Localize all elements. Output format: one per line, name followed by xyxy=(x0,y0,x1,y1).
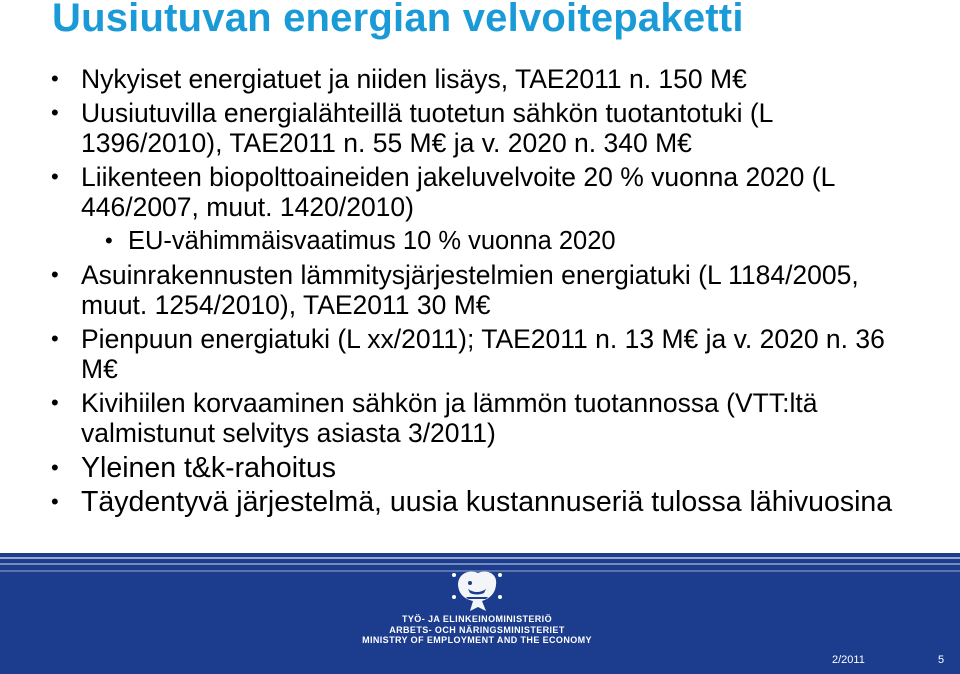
bullet-dot-icon: • xyxy=(51,66,59,91)
bullet-dot-icon: • xyxy=(51,164,59,189)
bullet-dot-icon: • xyxy=(51,100,59,125)
bullet-dot-icon: • xyxy=(51,489,59,514)
bullet-text: Liikenteen biopolttoaineiden jakeluvelvoite 20 % vuonna 2020 (L 446/2007, muut. 1420/2010) xyxy=(81,162,835,222)
bullet-item xyxy=(0,98,960,158)
bullet-item xyxy=(0,162,960,222)
ministry-name-fi: TYÖ- JA ELINKEINOMINISTERIÖ xyxy=(402,614,552,624)
bullet-item xyxy=(0,452,960,484)
bullet-item xyxy=(0,324,960,384)
bullet-item xyxy=(0,486,960,518)
bullet-text: Nykyiset energiatuet ja niiden lisäys, TAE2011 n. 150 M€ xyxy=(81,64,747,94)
footer-date: 2/2011 xyxy=(832,654,865,666)
bullet-item xyxy=(0,388,960,448)
slide-title: Uusiutuvan energian velvoitepaketti xyxy=(52,0,744,40)
bullet-text: Pienpuun energiatuki (L xx/2011); TAE2011 n. 13 M€ ja v. 2020 n. 36 M€ xyxy=(81,324,885,384)
page-number: 5 xyxy=(938,654,945,666)
bullet-dot-icon: • xyxy=(51,390,59,415)
bullet-text: Asuinrakennusten lämmitysjärjestelmien energiatuki (L 1184/2005, muut. 1254/2010), TAE2011 30 M€ xyxy=(81,260,859,320)
ministry-name xyxy=(0,614,954,646)
bullet-item xyxy=(0,260,960,320)
bullet-list xyxy=(0,64,960,520)
bullet-text: Uusiutuvilla energialähteillä tuotetun sähkön tuotantotuki (L 1396/2010), TAE2011 n. 55 M€ ja v. 2020 n. 340 M€ xyxy=(81,98,773,158)
bullet-item xyxy=(0,64,960,94)
bullet-dot-icon: • xyxy=(51,326,59,351)
bullet-dot-icon: • xyxy=(51,262,59,287)
finnish-lion-crest-icon xyxy=(448,567,506,615)
bullet-dot-icon: • xyxy=(105,228,113,253)
sub-bullet-item xyxy=(0,226,960,256)
bullet-text: EU-vähimmäisvaatimus 10 % vuonna 2020 xyxy=(128,227,616,255)
bullet-text: Kivihiilen korvaaminen sähkön ja lämmön tuotannossa (VTT:ltä valmistunut selvitys asiasta 3/2011) xyxy=(81,388,818,448)
bullet-text: Täydentyvä järjestelmä, uusia kustannuseriä tulossa lähivuosina xyxy=(81,486,893,518)
bullet-text: Yleinen t&k-rahoitus xyxy=(81,452,337,484)
bullet-dot-icon: • xyxy=(51,455,59,480)
ministry-name-en: MINISTRY OF EMPLOYMENT AND THE ECONOMY xyxy=(362,635,592,645)
ministry-name-sv: ARBETS- OCH NÄRINGSMINISTERIET xyxy=(389,624,565,635)
